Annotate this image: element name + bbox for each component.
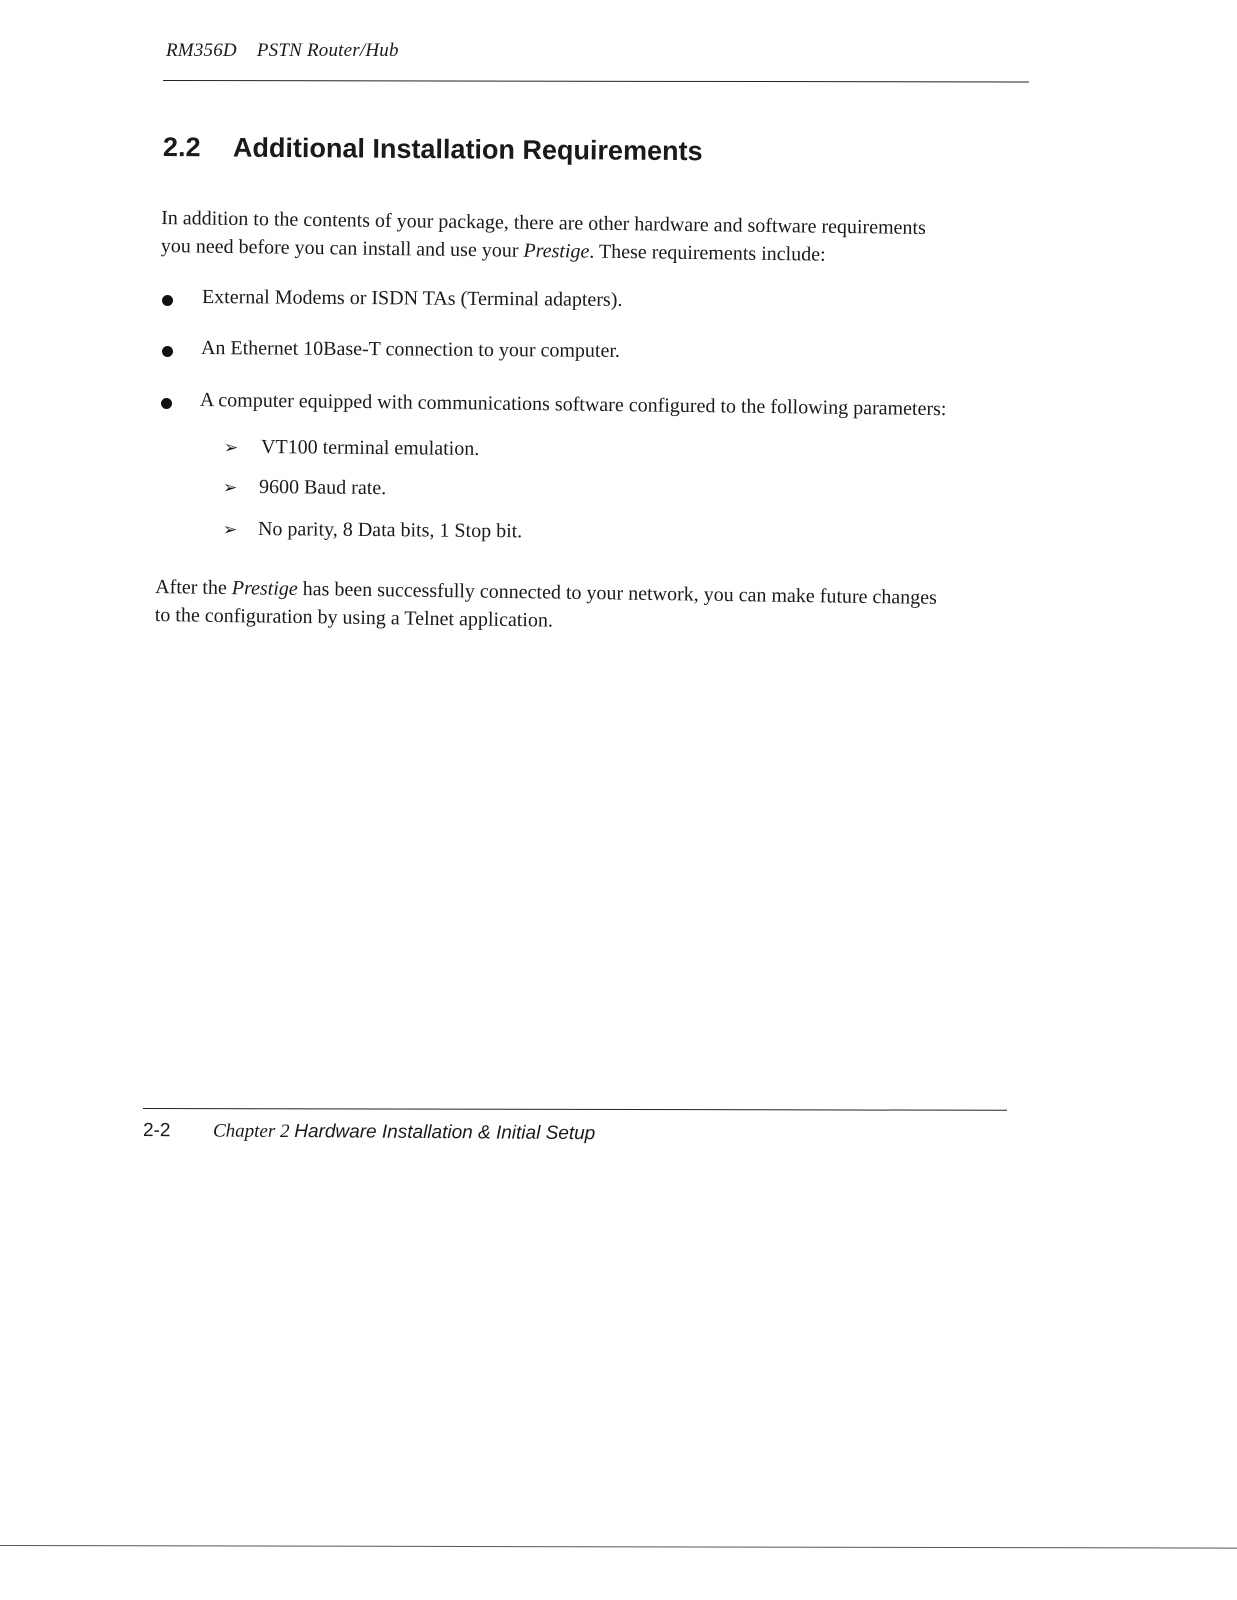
requirement-text: External Modems or ISDN TAs (Terminal adapters). <box>201 286 623 311</box>
parameter-text: VT100 terminal emulation. <box>260 436 480 460</box>
product-name: Prestige <box>523 239 590 263</box>
header-model: RM356D <box>166 40 237 61</box>
outro-line-1-end: has been successfully connected to your network, you can make future changes <box>297 577 938 609</box>
requirement-text: A computer equipped with communications software configured to the following parameters: <box>199 389 947 421</box>
section-heading <box>163 132 703 167</box>
intro-paragraph <box>161 204 926 270</box>
intro-line-1: In addition to the contents of your package, there are other hardware and software requirements <box>161 207 926 240</box>
bullet-icon <box>162 295 173 306</box>
requirement-text: An Ethernet 10Base-T connection to your computer. <box>200 337 621 362</box>
arrow-bullet-icon: ➢ <box>223 478 238 498</box>
page-footer <box>143 1120 595 1145</box>
outro-paragraph <box>155 573 937 640</box>
intro-line-2-start: you need before you can install and use your <box>160 234 524 262</box>
intro-line-2-end: . These requirements include: <box>589 240 826 266</box>
outro-line-2: to the configuration by using a Telnet application. <box>154 603 554 632</box>
parameter-text: No parity, 8 Data bits, 1 Stop bit. <box>257 518 523 543</box>
header-rule <box>163 80 1029 83</box>
outro-line-1-start: After the <box>155 576 232 600</box>
bullet-icon <box>161 398 172 409</box>
scan-edge-line <box>0 1545 1237 1549</box>
page-header <box>166 40 399 62</box>
chapter-title: Hardware Installation & Initial Setup <box>294 1121 596 1145</box>
parameter-text: 9600 Baud rate. <box>258 476 387 500</box>
section-number: 2.2 <box>162 132 201 163</box>
arrow-bullet-icon: ➢ <box>224 438 239 458</box>
bullet-icon <box>162 346 173 357</box>
page-number: 2-2 <box>142 1120 171 1142</box>
arrow-bullet-icon: ➢ <box>223 520 238 540</box>
header-product: PSTN Router/Hub <box>256 40 399 61</box>
footer-rule <box>143 1108 1007 1111</box>
chapter-label: Chapter 2 <box>212 1120 290 1143</box>
section-title: Additional Installation Requirements <box>232 132 703 167</box>
product-name: Prestige <box>231 577 298 600</box>
